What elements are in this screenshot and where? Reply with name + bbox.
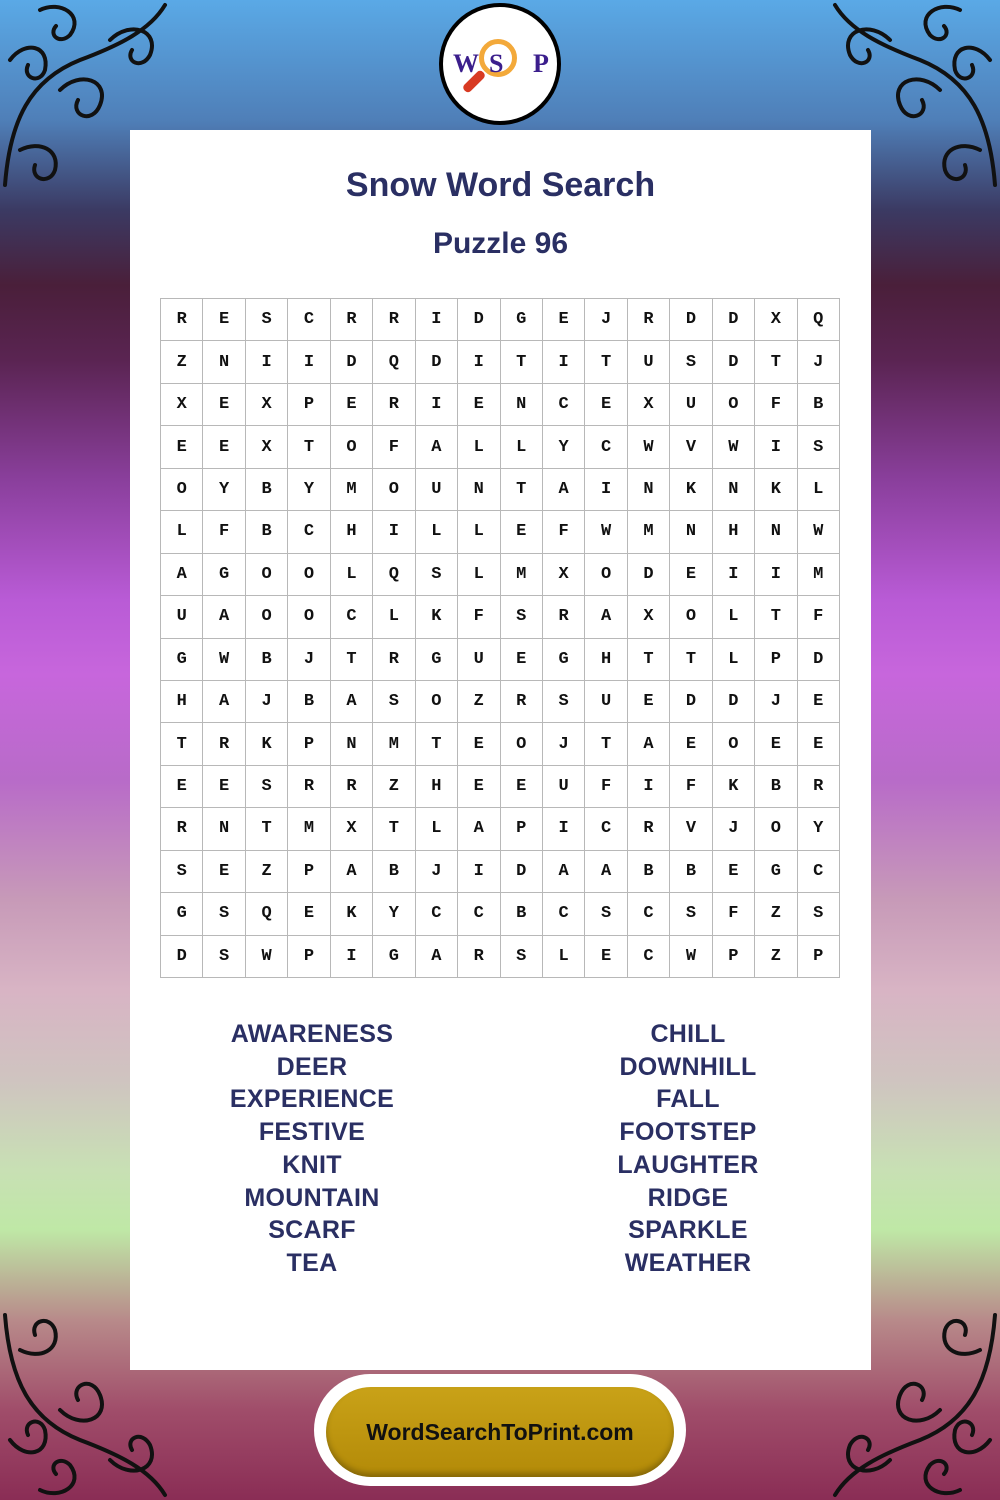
grid-cell[interactable]: I [458, 851, 500, 893]
grid-cell[interactable]: U [543, 766, 585, 808]
grid-cell[interactable]: P [288, 723, 330, 765]
grid-cell[interactable]: O [416, 681, 458, 723]
grid-cell[interactable]: T [373, 808, 415, 850]
grid-cell[interactable]: A [203, 596, 245, 638]
grid-cell[interactable]: O [670, 596, 712, 638]
grid-cell[interactable]: E [501, 766, 543, 808]
grid-cell[interactable]: T [755, 596, 797, 638]
logo-letter-s: S [489, 49, 504, 78]
grid-cell[interactable]: E [331, 384, 373, 426]
word-list-item: FESTIVE [258, 1118, 366, 1147]
grid-cell[interactable]: B [501, 893, 543, 935]
word-list-item: TEA [286, 1248, 338, 1277]
grid-cell[interactable]: E [713, 851, 755, 893]
grid-cell[interactable]: E [458, 723, 500, 765]
grid-cell[interactable]: S [161, 851, 203, 893]
grid-cell[interactable]: K [331, 893, 373, 935]
grid-cell[interactable]: E [161, 426, 203, 468]
grid-cell[interactable]: E [585, 384, 627, 426]
grid-cell[interactable]: T [331, 639, 373, 681]
grid-cell[interactable]: I [416, 299, 458, 341]
grid-cell[interactable]: D [501, 851, 543, 893]
grid-cell[interactable]: I [543, 341, 585, 383]
grid-cell[interactable]: L [713, 639, 755, 681]
grid-cell[interactable]: N [203, 808, 245, 850]
grid-cell[interactable]: L [416, 808, 458, 850]
grid-cell[interactable]: H [331, 511, 373, 553]
grid-cell[interactable]: P [288, 851, 330, 893]
grid-cell[interactable]: I [416, 384, 458, 426]
grid-cell[interactable]: W [713, 426, 755, 468]
grid-cell[interactable]: N [628, 469, 670, 511]
grid-cell[interactable]: V [670, 426, 712, 468]
grid-cell[interactable]: O [585, 554, 627, 596]
grid-cell[interactable]: E [798, 681, 840, 723]
grid-cell[interactable]: D [713, 299, 755, 341]
grid-cell[interactable]: L [161, 511, 203, 553]
grid-cell[interactable]: G [203, 554, 245, 596]
grid-cell[interactable]: P [288, 384, 330, 426]
grid-cell[interactable]: G [501, 299, 543, 341]
grid-cell[interactable]: U [628, 341, 670, 383]
footer-badge [314, 1374, 686, 1486]
grid-cell[interactable]: I [288, 341, 330, 383]
word-list-item: FOOTSTEP [619, 1118, 757, 1147]
grid-cell[interactable]: S [585, 893, 627, 935]
grid-cell[interactable]: T [670, 639, 712, 681]
word-list-item: CHILL [650, 1020, 726, 1048]
grid-cell[interactable]: I [331, 936, 373, 978]
grid-cell[interactable]: D [670, 681, 712, 723]
logo-letter-p: P [533, 49, 549, 78]
grid-cell[interactable]: E [798, 723, 840, 765]
grid-cell[interactable]: F [755, 384, 797, 426]
grid-cell[interactable]: E [670, 723, 712, 765]
grid-cell[interactable]: O [288, 554, 330, 596]
grid-cell[interactable]: O [331, 426, 373, 468]
grid-cell[interactable]: U [161, 596, 203, 638]
grid-cell[interactable]: Y [288, 469, 330, 511]
grid-cell[interactable]: L [543, 936, 585, 978]
word-list-item: MOUNTAIN [244, 1183, 380, 1212]
grid-cell[interactable]: E [203, 851, 245, 893]
word-list-item: RIDGE [647, 1183, 729, 1212]
grid-cell[interactable]: T [755, 341, 797, 383]
grid-cell[interactable]: I [246, 341, 288, 383]
grid-cell[interactable]: T [416, 723, 458, 765]
grid-cell[interactable]: U [416, 469, 458, 511]
grid-cell[interactable]: D [713, 681, 755, 723]
grid-cell[interactable]: D [161, 936, 203, 978]
grid-cell[interactable]: A [416, 426, 458, 468]
logo-badge [443, 7, 557, 121]
grid-cell[interactable]: S [203, 936, 245, 978]
grid-cell[interactable]: I [713, 554, 755, 596]
grid-cell[interactable]: E [755, 723, 797, 765]
grid-cell[interactable]: B [288, 681, 330, 723]
grid-cell[interactable]: S [203, 893, 245, 935]
word-list-item: SPARKLE [628, 1216, 748, 1245]
grid-cell[interactable]: O [755, 808, 797, 850]
grid-cell[interactable]: T [246, 808, 288, 850]
grid-cell[interactable]: D [331, 341, 373, 383]
grid-cell[interactable]: L [458, 554, 500, 596]
grid-cell[interactable]: R [458, 936, 500, 978]
grid-cell[interactable]: B [246, 469, 288, 511]
grid-cell[interactable]: J [755, 681, 797, 723]
grid-cell[interactable]: N [501, 384, 543, 426]
grid-cell[interactable]: R [373, 639, 415, 681]
grid-cell[interactable]: Q [798, 299, 840, 341]
website-button[interactable] [326, 1387, 674, 1477]
word-list-left [162, 1018, 462, 1280]
word-list-item: KNIT [282, 1150, 342, 1179]
grid-cell[interactable]: C [585, 426, 627, 468]
grid-cell[interactable]: C [628, 893, 670, 935]
grid-cell[interactable]: Z [246, 851, 288, 893]
grid-cell[interactable]: E [458, 766, 500, 808]
grid-cell[interactable]: R [628, 299, 670, 341]
grid-cell[interactable]: X [543, 554, 585, 596]
grid-cell[interactable]: P [501, 808, 543, 850]
grid-cell[interactable]: J [798, 341, 840, 383]
grid-cell[interactable]: Y [203, 469, 245, 511]
grid-cell[interactable]: U [458, 639, 500, 681]
logo-letter-w: W [453, 49, 479, 78]
grid-cell[interactable]: Z [458, 681, 500, 723]
grid-cell[interactable]: Z [161, 341, 203, 383]
grid-cell[interactable]: B [246, 511, 288, 553]
grid-cell[interactable]: L [416, 511, 458, 553]
grid-cell[interactable]: W [585, 511, 627, 553]
grid-cell[interactable]: L [458, 426, 500, 468]
grid-cell[interactable]: D [713, 341, 755, 383]
word-list-item: DOWNHILL [619, 1052, 757, 1081]
grid-cell[interactable]: K [416, 596, 458, 638]
word-list-right [538, 1018, 838, 1280]
grid-cell[interactable]: A [543, 469, 585, 511]
grid-cell[interactable]: D [628, 554, 670, 596]
grid-cell[interactable]: S [501, 936, 543, 978]
grid-cell[interactable]: H [585, 639, 627, 681]
grid-cell[interactable]: P [798, 936, 840, 978]
grid-cell[interactable]: L [458, 511, 500, 553]
grid-cell[interactable]: A [458, 808, 500, 850]
grid-cell[interactable]: E [628, 681, 670, 723]
grid-cell[interactable]: B [670, 851, 712, 893]
grid-cell[interactable]: K [670, 469, 712, 511]
grid-cell[interactable]: T [585, 723, 627, 765]
grid-cell[interactable]: N [670, 511, 712, 553]
grid-cell[interactable]: R [501, 681, 543, 723]
grid-cell[interactable]: T [161, 723, 203, 765]
grid-cell[interactable]: M [373, 723, 415, 765]
grid-cell[interactable]: S [501, 596, 543, 638]
grid-cell[interactable]: N [458, 469, 500, 511]
word-list-item: LAUGHTER [617, 1150, 759, 1179]
grid-cell[interactable]: T [501, 341, 543, 383]
grid-cell[interactable]: O [246, 554, 288, 596]
grid-cell[interactable]: X [161, 384, 203, 426]
grid-cell[interactable]: Z [755, 936, 797, 978]
grid-cell[interactable]: A [416, 936, 458, 978]
word-list-item: SCARF [268, 1216, 356, 1245]
grid-cell[interactable]: S [543, 681, 585, 723]
word-list-item: FALL [656, 1085, 720, 1114]
word-list-item: DEER [276, 1052, 348, 1081]
grid-cell[interactable]: D [798, 639, 840, 681]
grid-cell[interactable]: W [670, 936, 712, 978]
grid-cell[interactable]: U [585, 681, 627, 723]
website-link[interactable]: WordSearchToPrint.com [366, 1418, 634, 1445]
word-list-item: AWARENESS [230, 1020, 394, 1048]
grid-cell[interactable]: F [585, 766, 627, 808]
grid-cell[interactable]: B [373, 851, 415, 893]
grid-cell[interactable]: S [798, 893, 840, 935]
grid-cell[interactable]: L [798, 469, 840, 511]
grid-cell[interactable]: N [755, 511, 797, 553]
grid-cell[interactable]: E [203, 384, 245, 426]
grid-cell[interactable]: M [288, 808, 330, 850]
grid-cell[interactable]: A [628, 723, 670, 765]
grid-cell[interactable]: A [543, 851, 585, 893]
grid-cell[interactable]: U [670, 384, 712, 426]
grid-cell[interactable]: E [670, 554, 712, 596]
grid-cell[interactable]: R [161, 299, 203, 341]
grid-cell[interactable]: J [416, 851, 458, 893]
grid-cell[interactable]: L [713, 596, 755, 638]
grid-cell[interactable]: E [585, 936, 627, 978]
grid-cell[interactable]: F [670, 766, 712, 808]
grid-cell[interactable]: I [585, 469, 627, 511]
grid-cell[interactable]: I [373, 511, 415, 553]
grid-cell[interactable]: C [585, 808, 627, 850]
grid-cell[interactable]: Z [755, 893, 797, 935]
grid-cell[interactable]: R [161, 808, 203, 850]
grid-cell[interactable]: F [713, 893, 755, 935]
grid-cell[interactable]: R [628, 808, 670, 850]
grid-cell[interactable]: T [288, 426, 330, 468]
grid-cell[interactable]: M [628, 511, 670, 553]
puzzle-number: Puzzle 96 [432, 227, 569, 260]
grid-cell[interactable]: L [501, 426, 543, 468]
grid-cell[interactable]: P [713, 936, 755, 978]
letter-grid [160, 298, 840, 978]
grid-cell[interactable]: T [585, 341, 627, 383]
grid-cell[interactable]: E [203, 299, 245, 341]
grid-cell[interactable]: Y [798, 808, 840, 850]
grid-cell[interactable]: A [585, 596, 627, 638]
grid-cell[interactable]: W [798, 511, 840, 553]
grid-cell[interactable]: A [161, 554, 203, 596]
grid-cell[interactable]: O [288, 596, 330, 638]
grid-cell[interactable]: M [331, 469, 373, 511]
grid-cell[interactable]: A [331, 681, 373, 723]
grid-cell[interactable]: C [543, 893, 585, 935]
grid-cell[interactable]: E [203, 426, 245, 468]
grid-cell[interactable]: B [755, 766, 797, 808]
grid-cell[interactable]: Q [373, 341, 415, 383]
grid-cell[interactable]: K [246, 723, 288, 765]
grid-cell[interactable]: A [203, 681, 245, 723]
grid-cell[interactable]: A [331, 851, 373, 893]
grid-cell[interactable]: Z [373, 766, 415, 808]
grid-cell[interactable]: G [161, 893, 203, 935]
grid-cell[interactable]: E [203, 766, 245, 808]
grid-cell[interactable]: G [543, 639, 585, 681]
grid-cell[interactable]: L [331, 554, 373, 596]
grid-cell[interactable]: H [416, 766, 458, 808]
grid-cell[interactable]: O [501, 723, 543, 765]
grid-cell[interactable]: I [755, 426, 797, 468]
grid-cell[interactable]: C [288, 511, 330, 553]
grid-cell[interactable]: T [501, 469, 543, 511]
grid-cell[interactable]: R [798, 766, 840, 808]
grid-cell[interactable]: X [628, 384, 670, 426]
grid-cell[interactable]: C [288, 299, 330, 341]
grid-cell[interactable]: I [628, 766, 670, 808]
grid-cell[interactable]: R [373, 384, 415, 426]
grid-cell[interactable]: E [501, 639, 543, 681]
grid-cell[interactable]: F [203, 511, 245, 553]
grid-cell[interactable]: H [713, 511, 755, 553]
grid-cell[interactable]: S [670, 893, 712, 935]
grid-cell[interactable]: O [161, 469, 203, 511]
grid-cell[interactable]: G [161, 639, 203, 681]
grid-cell[interactable]: A [585, 851, 627, 893]
grid-cell[interactable]: R [203, 723, 245, 765]
grid-cell[interactable]: B [798, 384, 840, 426]
grid-cell[interactable]: C [798, 851, 840, 893]
grid-cell[interactable]: C [628, 936, 670, 978]
grid-cell[interactable]: C [458, 893, 500, 935]
grid-cell[interactable]: C [331, 596, 373, 638]
grid-cell[interactable]: D [416, 341, 458, 383]
grid-cell[interactable]: X [628, 596, 670, 638]
grid-cell[interactable]: X [246, 384, 288, 426]
grid-cell[interactable]: S [246, 766, 288, 808]
grid-cell[interactable]: P [288, 936, 330, 978]
grid-cell[interactable]: B [628, 851, 670, 893]
grid-cell[interactable]: J [585, 299, 627, 341]
grid-cell[interactable]: J [246, 681, 288, 723]
grid-cell[interactable]: B [246, 639, 288, 681]
grid-cell[interactable]: M [501, 554, 543, 596]
grid-cell[interactable]: L [373, 596, 415, 638]
word-list-item: EXPERIENCE [229, 1085, 395, 1114]
grid-cell[interactable]: S [373, 681, 415, 723]
grid-cell[interactable]: R [288, 766, 330, 808]
grid-cell[interactable]: G [416, 639, 458, 681]
grid-cell[interactable]: R [331, 766, 373, 808]
grid-cell[interactable]: R [373, 299, 415, 341]
grid-cell[interactable]: N [203, 341, 245, 383]
grid-cell[interactable]: K [755, 469, 797, 511]
grid-cell[interactable]: E [501, 511, 543, 553]
grid-cell[interactable]: I [543, 808, 585, 850]
grid-cell[interactable]: R [331, 299, 373, 341]
word-list-item: WEATHER [624, 1248, 752, 1277]
grid-cell[interactable]: I [755, 554, 797, 596]
grid-cell[interactable]: P [755, 639, 797, 681]
grid-cell[interactable]: G [755, 851, 797, 893]
grid-cell[interactable]: F [458, 596, 500, 638]
puzzle-sheet [130, 130, 871, 1370]
grid-cell[interactable]: S [670, 341, 712, 383]
grid-cell[interactable]: R [543, 596, 585, 638]
grid-cell[interactable]: Q [246, 893, 288, 935]
grid-cell[interactable]: N [713, 469, 755, 511]
puzzle-title: Snow Word Search [345, 166, 656, 204]
grid-cell[interactable]: F [798, 596, 840, 638]
grid-cell[interactable]: O [373, 469, 415, 511]
grid-cell[interactable]: D [670, 299, 712, 341]
grid-cell[interactable]: Q [373, 554, 415, 596]
grid-cell[interactable]: I [458, 341, 500, 383]
grid-cell[interactable]: X [331, 808, 373, 850]
grid-cell[interactable]: O [713, 723, 755, 765]
grid-cell[interactable]: O [246, 596, 288, 638]
grid-cell[interactable]: S [246, 299, 288, 341]
grid-cell[interactable]: E [458, 384, 500, 426]
grid-cell[interactable]: N [331, 723, 373, 765]
grid-cell[interactable]: Y [373, 893, 415, 935]
grid-cell[interactable]: W [628, 426, 670, 468]
grid-cell[interactable]: V [670, 808, 712, 850]
grid-cell[interactable]: W [246, 936, 288, 978]
grid-cell[interactable]: G [373, 936, 415, 978]
site-logo[interactable] [439, 3, 561, 125]
grid-cell[interactable]: E [161, 766, 203, 808]
grid-cell[interactable]: E [543, 299, 585, 341]
grid-cell[interactable]: S [798, 426, 840, 468]
grid-cell[interactable]: Y [543, 426, 585, 468]
grid-cell[interactable]: C [416, 893, 458, 935]
grid-cell[interactable]: C [543, 384, 585, 426]
grid-cell[interactable]: K [713, 766, 755, 808]
grid-cell[interactable]: O [713, 384, 755, 426]
grid-cell[interactable]: W [203, 639, 245, 681]
grid-cell[interactable]: E [288, 893, 330, 935]
grid-cell[interactable]: F [373, 426, 415, 468]
grid-cell[interactable]: T [628, 639, 670, 681]
grid-cell[interactable]: X [246, 426, 288, 468]
grid-cell[interactable]: H [161, 681, 203, 723]
grid-cell[interactable]: J [288, 639, 330, 681]
grid-cell[interactable]: F [543, 511, 585, 553]
grid-cell[interactable]: J [543, 723, 585, 765]
grid-cell[interactable]: S [416, 554, 458, 596]
grid-cell[interactable]: D [458, 299, 500, 341]
grid-cell[interactable]: J [713, 808, 755, 850]
grid-cell[interactable]: X [755, 299, 797, 341]
grid-cell[interactable]: M [798, 554, 840, 596]
